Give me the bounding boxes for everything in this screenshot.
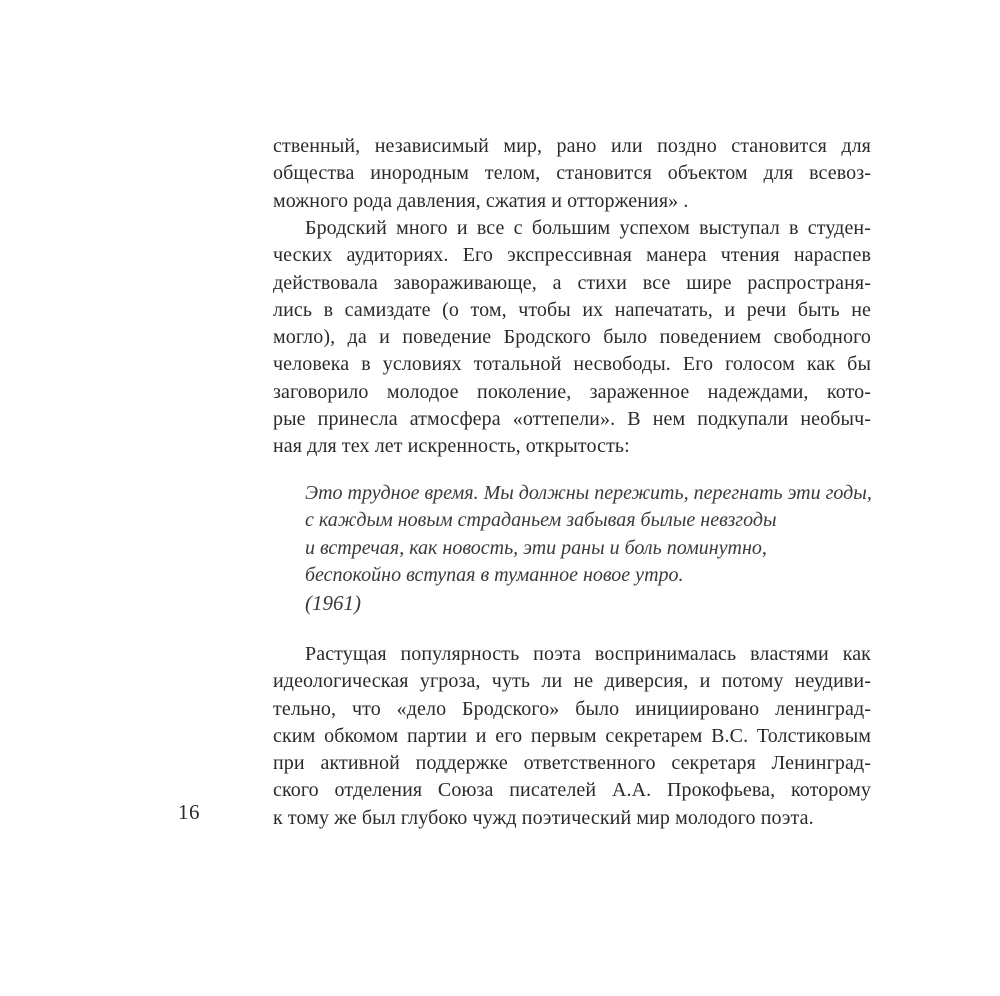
poem-line: Это трудное время. Мы должны пережить, перегнать эти годы,	[305, 482, 872, 504]
text-line: при активной поддержке ответственного секретаря Ленинград-	[273, 752, 871, 775]
text-line: идеологическая угроза, чуть ли не диверсия, и потому неудиви-	[273, 670, 871, 693]
poem-year: (1961)	[305, 591, 361, 616]
paragraph-continuation	[273, 133, 871, 215]
text-line: могло), да и поведение Бродского было поведением свободного	[273, 326, 871, 349]
text-line: ственный, независимый мир, рано или поздно становится для	[273, 135, 871, 157]
poem-line: беспокойно вступая в туманное новое утро.	[305, 563, 684, 586]
text-line: тельно, что «дело Бродского» было инициировано ленинград-	[273, 697, 871, 720]
text-line: ским обкомом партии и его первым секретарем В.С. Толстиковым	[273, 724, 871, 747]
text-line: к тому же был глубоко чужд поэтический мир молодого поэта.	[273, 806, 814, 829]
text-line: рые принесла атмосфера «оттепели». В нем подкупали необыч-	[273, 408, 871, 431]
text-line: заговорило молодое поколение, зараженное надеждами, кото-	[273, 380, 871, 403]
poem-line: с каждым новым страданьем забывая былые невзгоды	[305, 509, 777, 532]
paragraph-main	[273, 215, 871, 461]
text-line: общества инородным телом, становится объектом для всевоз-	[273, 162, 871, 185]
text-line: ческих аудиториях. Его экспрессивная манера чтения нараспев	[273, 244, 871, 267]
text-line: лись в самиздате (о том, чтобы их напечатать, и речи быть не	[273, 298, 871, 321]
text-line: Растущая популярность поэта воспринималась властями как	[305, 643, 871, 665]
paragraph-final	[273, 641, 871, 832]
text-line: Бродский много и все с большим успехом выступал в студен-	[305, 217, 871, 239]
text-line: действовала завораживающе, а стихи все шире распространя-	[273, 271, 871, 294]
text-line: ная для тех лет искренность, открытость:	[273, 435, 630, 458]
text-line: ского отделения Союза писателей А.А. Прокофьева, которому	[273, 779, 871, 802]
poem-quote	[305, 480, 885, 617]
text-line: человека в условиях тотальной несвободы. Его голосом как бы	[273, 353, 871, 376]
poem-line: и встречая, как новость, эти раны и боль поминутно,	[305, 536, 767, 559]
text-line: можного рода давления, сжатия и отторжения» .	[273, 189, 689, 212]
page-number: 16	[178, 800, 200, 824]
